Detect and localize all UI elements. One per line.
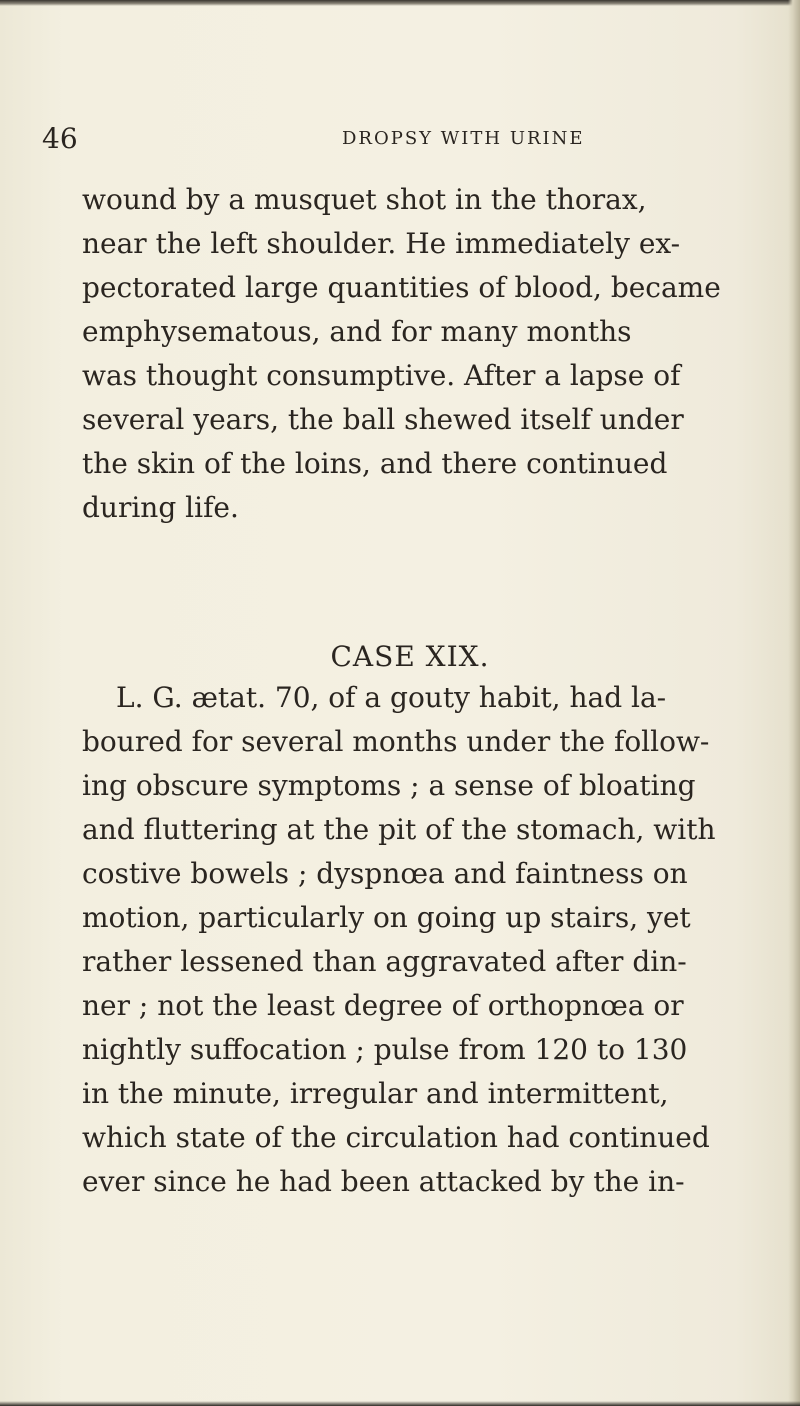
text-line: pectorated large quantities of blood, became <box>82 271 721 304</box>
text-line: motion, particularly on going up stairs, yet <box>82 901 691 934</box>
page-number: 46 <box>42 122 78 155</box>
text-line: in the minute, irregular and intermittent, <box>82 1077 669 1110</box>
text-line: boured for several months under the follow- <box>82 725 710 758</box>
page-header <box>42 122 762 162</box>
running-head: DROPSY WITH URINE <box>342 128 585 149</box>
text-line: rather lessened than aggravated after din- <box>82 945 687 978</box>
case-heading: CASE XIX. <box>330 640 490 673</box>
text-line: ever since he had been attacked by the in- <box>82 1165 685 1198</box>
text-line: several years, the ball shewed itself under <box>82 403 684 436</box>
text-line: which state of the circulation had continued <box>82 1121 710 1154</box>
page-gutter-edge <box>788 0 800 1406</box>
text-line: costive bowels ; dyspnœa and faintness on <box>82 857 688 890</box>
text-line: during life. <box>82 491 239 524</box>
text-line: ner ; not the least degree of orthopnœa or <box>82 989 684 1022</box>
text-line: wound by a musquet shot in the thorax, <box>82 183 647 216</box>
text-line: L. G. ætat. 70, of a gouty habit, had la- <box>116 681 667 714</box>
text-line: near the left shoulder. He immediately ex- <box>82 227 681 260</box>
text-line: the skin of the loins, and there continued <box>82 447 668 480</box>
text-line: nightly suffocation ; pulse from 120 to 130 <box>82 1033 688 1066</box>
text-line: was thought consumptive. After a lapse of <box>82 359 681 392</box>
paragraph-1 <box>82 178 762 530</box>
page-top-edge <box>0 0 800 6</box>
text-line: and fluttering at the pit of the stomach, with <box>82 813 716 846</box>
text-line: emphysematous, and for many months <box>82 315 632 348</box>
page-bottom-edge <box>0 1401 800 1406</box>
paragraph-2 <box>82 676 762 1204</box>
text-line: ing obscure symptoms ; a sense of bloating <box>82 769 696 802</box>
